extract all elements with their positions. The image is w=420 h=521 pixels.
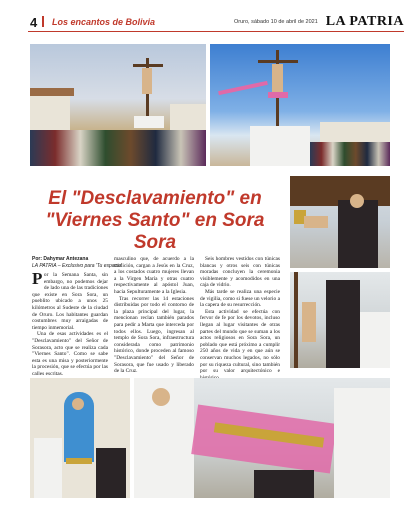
byline-author: Por: Dahymar Antezana — [32, 256, 89, 262]
byline — [32, 256, 122, 269]
photo-lowering-body — [290, 272, 390, 368]
paragraph: masculino que, de acuerdo a la tradición, cargan a Jesús en la Cruz, a los costados cuatro mujeres llevan a la Virgen María y otras cuatro respectivamente al apóstol Juan, hacia Sepulturamente a la Iglesia. — [114, 256, 194, 295]
article-column-2 — [114, 256, 194, 375]
photo-desclavamiento-detail — [290, 176, 390, 268]
section-name: Los encantos de Bolivia — [52, 17, 156, 27]
photo-virgin-mary-procession — [30, 378, 130, 498]
page-header — [28, 14, 404, 32]
byline-credit: LA PATRIA – Exclusivo para 'Tu espacio' — [32, 262, 122, 269]
paragraph: Más tarde se realiza una especie de vigilia, como si fuese un velorio a la capera de su resurrección. — [200, 288, 280, 309]
paragraph: Tras recorrer las 14 estaciones distribuidas por todo el contorno de la plaza principal del lugar, la mencionan reclan también parados para pedir a Marta que interceda por todos ellos. Luego, ingresan al templo de Sora Sora, infraestructura considerada como patrimonio histórico, donde proceden al famoso "Desclavamiento" del Señor de Sorasora, que fue usado y liberado de la Cruz. — [114, 295, 194, 375]
drop-cap: P — [32, 269, 43, 288]
paragraph: Seis hombres vestidos con túnicas blancas y otros seis con túnicas moradas concluyen la ceremonia visiblemente y acomodidos en una caja de vidrio. — [200, 256, 280, 289]
paragraph: or la Semana Santa, sin embargo, no podemos dejar de lado una de las tradiciones que existe en Sora Sora, un pueblito ubicado a unos 25 kilómetros al Sudeste de la ciudad de Oruro. Los habitantes guardan costumbres muy arraigadas de tiempo inmemorial. — [32, 272, 108, 331]
paragraph: Esta actividad se efectúa con fervor de fe por los devotos, incluso llegan al lugar visitantes de otras partes del mundo que se suman a los actos religiosos en Sora Sora, un poblado que está próximo a cumplir 250 años de vida y en que aún se conservan muchos legados, no sólo por su riqueza cultural, sino también por su valor arquitectónico e — [200, 308, 280, 375]
photo-procession-street — [30, 44, 206, 166]
section-divider — [42, 16, 44, 27]
dateline: Oruro, sábado 10 de abril de 2021 — [234, 19, 318, 25]
paragraph: Una de esas actividades es el "Desclavamiento" del Señor de Sorasora, acto que se realiza cada "Viernes Santo". Como se sabe esta es una misa y posteriormente la procesión, que se efectúa por las calles escritas. — [32, 331, 108, 377]
article-column-3 — [200, 256, 280, 381]
photo-crucifix-float — [210, 44, 390, 166]
page-number: 4 — [30, 15, 38, 30]
masthead: LA PATRIA — [325, 14, 404, 29]
photo-glass-coffin — [134, 378, 390, 498]
article-column-1 — [32, 269, 108, 384]
article-title: El "Desclavamiento" en "Viernes Santo" en Sora Sora — [45, 188, 265, 253]
